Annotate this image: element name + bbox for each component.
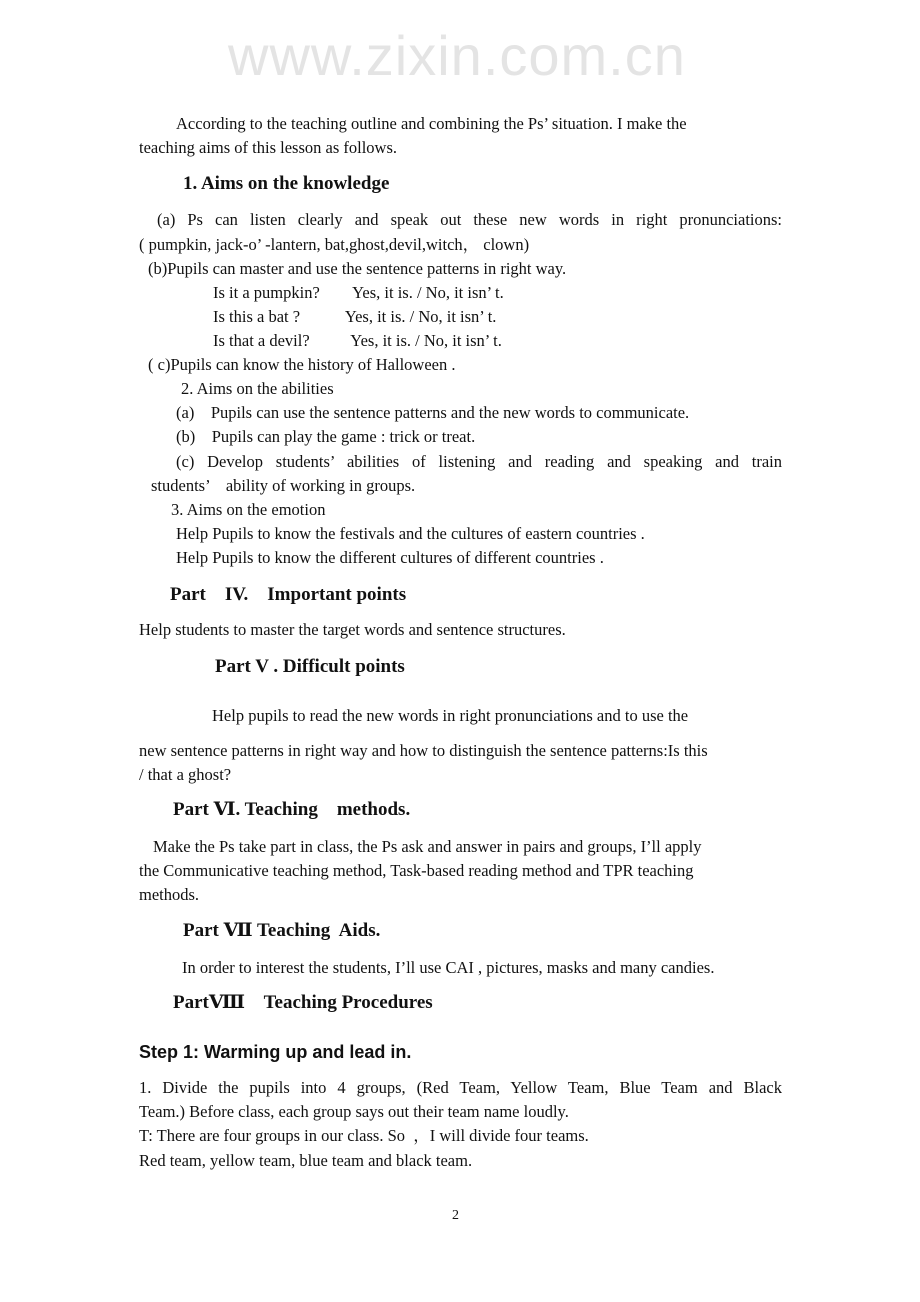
paragraph-line: (b)Pupils can master and use the sentence patterns in right way. bbox=[148, 259, 567, 278]
list-item: students’ ability of working in groups. bbox=[151, 476, 416, 495]
paragraph-line: (a) Ps can listen clearly and speak out these new words in right pronunciations: bbox=[157, 210, 782, 229]
paragraph-line: ( c)Pupils can know the history of Halloween . bbox=[148, 355, 456, 374]
list-item: (c) Develop students’ abilities of listening and reading and speaking and train bbox=[176, 452, 782, 471]
paragraph-line: the Communicative teaching method, Task-based reading method and TPR teaching bbox=[139, 861, 694, 880]
paragraph-line: Help Pupils to know the festivals and the cultures of eastern countries . bbox=[176, 524, 645, 543]
paragraph-line: 1. Divide the pupils into 4 groups, (Red Team, Yellow Team, Blue Team and Black bbox=[139, 1078, 782, 1097]
paragraph-line: Help pupils to read the new words in right pronunciations and to use the bbox=[212, 706, 689, 725]
paragraph-line: Help Pupils to know the different cultures of different countries . bbox=[176, 548, 604, 567]
paragraph-line: Make the Ps take part in class, the Ps ask and answer in pairs and groups, I’ll apply bbox=[153, 837, 702, 856]
sentence-pattern: Is this a bat ? Yes, it is. / No, it isn’ t. bbox=[213, 307, 497, 326]
paragraph-line: ( pumpkin, jack-o’ -lantern, bat,ghost,devil,witch， clown) bbox=[139, 235, 530, 254]
sentence-pattern: Is that a devil? Yes, it is. / No, it isn’ t. bbox=[213, 331, 502, 350]
paragraph-line: teaching aims of this lesson as follows. bbox=[139, 138, 398, 157]
paragraph-line: T: There are four groups in our class. So ，I will divide four teams. bbox=[139, 1126, 589, 1145]
sentence-pattern: Is it a pumpkin? Yes, it is. / No, it isn’ t. bbox=[213, 283, 504, 302]
heading: Part IV. Important points bbox=[170, 584, 407, 605]
list-item: (a) Pupils can use the sentence patterns and the new words to communicate. bbox=[176, 403, 690, 422]
heading: 1. Aims on the knowledge bbox=[183, 173, 390, 194]
heading: PartⅧ Teaching Procedures bbox=[173, 992, 433, 1013]
paragraph-line: / that a ghost? bbox=[139, 765, 232, 784]
paragraph-line: methods. bbox=[139, 885, 200, 904]
heading: Part V . Difficult points bbox=[215, 656, 405, 677]
subheading: 3. Aims on the emotion bbox=[171, 500, 326, 519]
paragraph-line: Team.) Before class, each group says out their team name loudly. bbox=[139, 1102, 569, 1121]
heading: Part Ⅶ Teaching Aids. bbox=[183, 920, 381, 941]
heading: Part Ⅵ. Teaching methods. bbox=[173, 799, 411, 820]
paragraph-line: In order to interest the students, I’ll use CAI , pictures, masks and many candies. bbox=[182, 958, 715, 977]
subheading: 2. Aims on the abilities bbox=[181, 379, 334, 398]
step-heading: Step 1: Warming up and lead in. bbox=[139, 1042, 412, 1062]
list-item: (b) Pupils can play the game : trick or treat. bbox=[176, 427, 476, 446]
page-number: 2 bbox=[452, 1208, 459, 1223]
paragraph-line: new sentence patterns in right way and how to distinguish the sentence patterns:Is this bbox=[139, 741, 708, 760]
watermark: www.zixin.com.cn bbox=[228, 24, 686, 87]
paragraph-line: Help students to master the target words and sentence structures. bbox=[139, 620, 566, 639]
paragraph-line: Red team, yellow team, blue team and black team. bbox=[139, 1151, 473, 1170]
paragraph-line: According to the teaching outline and combining the Ps’ situation. I make the bbox=[176, 114, 687, 133]
